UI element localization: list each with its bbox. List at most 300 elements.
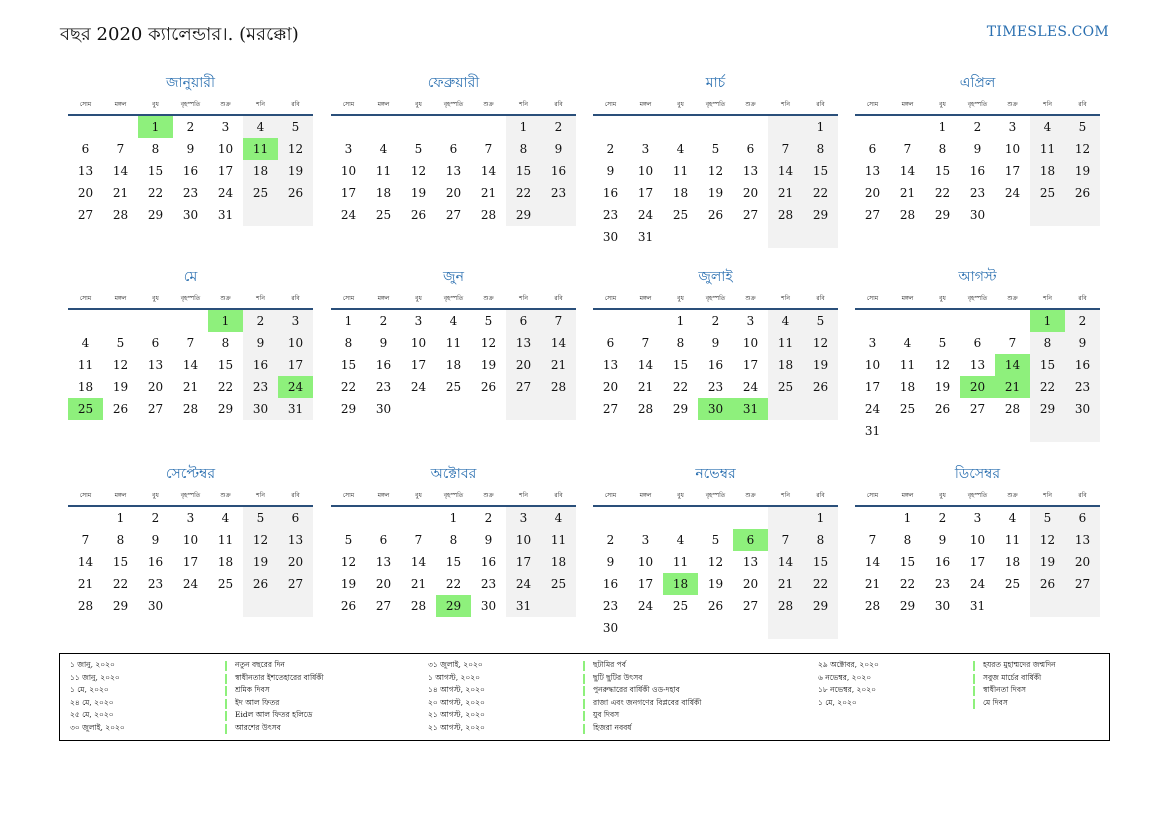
day-cell: 29 (147, 208, 164, 222)
day-cell: 26 (410, 208, 427, 222)
day-grid (68, 507, 313, 617)
day-cell: 2 (973, 120, 982, 134)
day-cell: 16 (602, 186, 619, 200)
day-cell: 1 (676, 314, 685, 328)
day-cell: 2 (606, 142, 615, 156)
day-cell: 26 (1030, 573, 1065, 595)
empty-cell (366, 116, 401, 138)
weekday-label: বৃহস্পতি (180, 101, 201, 108)
legend-holiday-name: পুনরুদ্ধারের বার্ষিকী ওড-দহাব (593, 685, 680, 695)
legend-marker (583, 661, 585, 671)
day-cell: 12 (1065, 138, 1100, 160)
day-cell: 30 (480, 599, 497, 613)
empty-cell (506, 398, 541, 420)
day-cell: 4 (1030, 116, 1065, 138)
weekday-label: রবি (291, 492, 300, 499)
month-block (855, 72, 1100, 226)
legend-marker (583, 674, 585, 684)
legend-date: ১ মে, ২০২০ (70, 685, 109, 695)
weekday-label: রবি (1078, 295, 1087, 302)
empty-cell (593, 310, 628, 332)
day-cell: 24 (410, 380, 427, 394)
day-cell: 26 (934, 402, 951, 416)
day-cell: 14 (768, 551, 803, 573)
legend-row (70, 698, 324, 711)
day-cell: 22 (1030, 376, 1065, 398)
weekday-header (593, 489, 838, 505)
day-cell: 2 (938, 511, 947, 525)
legend-marker (583, 686, 585, 696)
day-cell: 10 (637, 555, 654, 569)
day-cell: 6 (449, 142, 458, 156)
holiday-cell: 6 (733, 529, 768, 551)
legend-row (70, 685, 324, 698)
weekday-label: মঙ্গল (639, 101, 652, 108)
day-cell: 3 (414, 314, 423, 328)
day-cell: 4 (541, 507, 576, 529)
legend-holiday-name: ইদ আল ফিতর (235, 697, 280, 707)
weekday-label: শুক্র (483, 295, 494, 302)
empty-cell (278, 204, 313, 226)
day-cell: 18 (1030, 160, 1065, 182)
day-cell: 11 (672, 164, 689, 178)
weekday-label: রবি (554, 492, 563, 499)
weekday-label: শুক্র (483, 101, 494, 108)
day-cell: 26 (340, 599, 357, 613)
weekday-label: মঙ্গল (639, 295, 652, 302)
weekday-label: মঙ্গল (901, 295, 914, 302)
day-cell: 30 (182, 208, 199, 222)
weekday-label: রবি (816, 492, 825, 499)
day-cell: 24 (182, 577, 199, 591)
empty-cell (1030, 204, 1065, 226)
day-cell: 11 (672, 555, 689, 569)
legend-holiday-name: নতুন বছরের দিন (235, 660, 285, 670)
day-cell: 24 (742, 380, 759, 394)
day-cell: 18 (217, 555, 234, 569)
day-cell: 29 (217, 402, 234, 416)
day-grid (331, 507, 576, 617)
day-cell: 6 (868, 142, 877, 156)
day-cell: 18 (672, 186, 689, 200)
day-cell: 19 (340, 577, 357, 591)
day-cell: 20 (864, 186, 881, 200)
day-cell: 3 (278, 310, 313, 332)
day-cell: 13 (742, 164, 759, 178)
day-cell: 28 (77, 599, 94, 613)
site-link[interactable]: TIMESLES.COM (986, 24, 1109, 40)
day-cell: 13 (602, 358, 619, 372)
empty-cell (855, 310, 890, 332)
day-cell: 22 (147, 186, 164, 200)
legend-marker (225, 661, 227, 671)
day-cell: 18 (375, 186, 392, 200)
day-cell: 23 (969, 186, 986, 200)
day-cell: 7 (186, 336, 195, 350)
day-cell: 27 (278, 573, 313, 595)
weekday-label: বুধ (415, 295, 422, 302)
day-cell: 25 (672, 208, 689, 222)
day-cell: 16 (182, 164, 199, 178)
day-cell: 3 (973, 511, 982, 525)
weekday-header (331, 292, 576, 308)
day-cell: 5 (1065, 116, 1100, 138)
day-cell: 3 (868, 336, 877, 350)
day-cell: 27 (864, 208, 881, 222)
legend-row (428, 723, 701, 736)
day-grid (68, 310, 313, 420)
day-cell: 25 (375, 208, 392, 222)
day-cell: 21 (768, 182, 803, 204)
day-cell: 6 (1065, 507, 1100, 529)
day-cell: 26 (707, 208, 724, 222)
day-cell: 11 (1030, 138, 1065, 160)
day-cell: 22 (672, 380, 689, 394)
day-cell: 4 (449, 314, 458, 328)
weekday-header (855, 292, 1100, 308)
day-cell: 13 (1065, 529, 1100, 551)
day-cell: 30 (969, 208, 986, 222)
day-cell: 10 (340, 164, 357, 178)
legend-date: ২৪ মে, ২০২০ (70, 697, 114, 707)
empty-cell (890, 116, 925, 138)
month-block (331, 72, 576, 226)
weekday-label: বৃহস্পতি (705, 101, 726, 108)
day-cell: 8 (1030, 332, 1065, 354)
day-cell: 20 (77, 186, 94, 200)
day-cell: 7 (541, 310, 576, 332)
day-cell: 25 (243, 182, 278, 204)
day-cell: 28 (541, 376, 576, 398)
weekday-label: শুক্র (220, 101, 231, 108)
legend-column (818, 660, 1056, 710)
holiday-cell: 18 (663, 573, 698, 595)
day-cell: 28 (768, 204, 803, 226)
legend-marker (583, 724, 585, 734)
day-cell: 1 (344, 314, 353, 328)
day-cell: 25 (445, 380, 462, 394)
empty-cell (103, 310, 138, 332)
legend-date: ৩১ জুলাই, ২০২০ (428, 660, 483, 670)
empty-cell (733, 507, 768, 529)
day-cell: 19 (1030, 551, 1065, 573)
day-cell: 11 (77, 358, 94, 372)
month-block (68, 463, 313, 617)
day-cell: 3 (506, 507, 541, 529)
legend-holiday-name: আরশের উৎসব (235, 722, 281, 732)
day-cell: 15 (340, 358, 357, 372)
empty-cell (1030, 595, 1065, 617)
empty-cell (960, 310, 995, 332)
day-cell: 11 (445, 336, 462, 350)
day-cell: 1 (938, 120, 947, 134)
empty-cell (1030, 420, 1065, 442)
legend-marker (973, 674, 975, 684)
day-cell: 19 (243, 551, 278, 573)
weekday-label: বুধ (152, 101, 159, 108)
day-cell: 8 (938, 142, 947, 156)
weekday-label: শনি (781, 492, 790, 499)
legend-marker (225, 711, 227, 721)
empty-cell (663, 116, 698, 138)
day-cell: 24 (637, 208, 654, 222)
weekday-label: বৃহস্পতি (443, 101, 464, 108)
weekday-label: বুধ (939, 101, 946, 108)
day-cell: 25 (217, 577, 234, 591)
day-cell: 15 (1030, 354, 1065, 376)
month-name: মার্চ (705, 75, 726, 91)
weekday-header (331, 98, 576, 114)
day-cell: 20 (602, 380, 619, 394)
legend-marker (225, 686, 227, 696)
day-cell: 12 (1030, 529, 1065, 551)
day-cell: 2 (151, 511, 160, 525)
month-name: নভেম্বর (695, 466, 736, 482)
day-cell: 22 (340, 380, 357, 394)
weekday-label: বুধ (677, 492, 684, 499)
day-cell: 23 (375, 380, 392, 394)
empty-cell (855, 507, 890, 529)
month-block (331, 266, 576, 420)
weekday-label: মঙ্গল (901, 101, 914, 108)
month-name: জানুয়ারী (166, 75, 215, 91)
day-cell: 4 (243, 116, 278, 138)
day-cell: 2 (606, 533, 615, 547)
legend-date: ১৮ নভেম্বর, ২০২০ (818, 685, 877, 695)
day-cell: 21 (182, 380, 199, 394)
day-cell: 21 (77, 577, 94, 591)
day-cell: 15 (934, 164, 951, 178)
empty-cell (401, 116, 436, 138)
day-cell: 18 (1004, 555, 1021, 569)
day-cell: 10 (864, 358, 881, 372)
day-cell: 23 (707, 380, 724, 394)
day-grid (855, 507, 1100, 617)
day-cell: 24 (864, 402, 881, 416)
weekday-label: বুধ (677, 295, 684, 302)
day-cell: 6 (278, 507, 313, 529)
legend-holiday-name: স্বাধীনতার ইশতেহারের বার্ষিকী (235, 672, 324, 682)
day-cell: 28 (480, 208, 497, 222)
day-cell: 24 (1004, 186, 1021, 200)
day-cell: 26 (1065, 182, 1100, 204)
empty-cell (628, 116, 663, 138)
day-cell: 27 (147, 402, 164, 416)
day-cell: 5 (711, 142, 720, 156)
weekday-header (68, 489, 313, 505)
day-cell: 15 (803, 551, 838, 573)
day-cell: 18 (768, 354, 803, 376)
day-cell: 20 (278, 551, 313, 573)
month-name: সেপ্টেম্বর (165, 466, 216, 482)
weekday-label: সোম (342, 101, 355, 108)
holiday-cell: 31 (733, 398, 768, 420)
day-cell: 3 (1008, 120, 1017, 134)
weekday-label: শনি (1043, 295, 1052, 302)
holiday-cell: 21 (995, 376, 1030, 398)
day-cell: 15 (217, 358, 234, 372)
legend-holiday-name: সবুজ মার্চের বার্ষিকী (983, 672, 1042, 682)
day-cell: 5 (414, 142, 423, 156)
day-cell: 14 (864, 555, 881, 569)
day-cell: 25 (672, 599, 689, 613)
day-cell: 27 (742, 599, 759, 613)
day-cell: 30 (243, 398, 278, 420)
legend-holiday-name: রাজা এবং জনগণের বিপ্লবের বার্ষিকী (593, 697, 702, 707)
legend-date: ১ জানু, ২০২০ (70, 660, 115, 670)
day-cell: 21 (112, 186, 129, 200)
legend-row (70, 723, 324, 736)
weekday-label: রবি (291, 101, 300, 108)
weekday-header (68, 98, 313, 114)
weekday-label: মঙ্গল (114, 492, 127, 499)
day-cell: 8 (221, 336, 230, 350)
weekday-label: শুক্র (1007, 492, 1018, 499)
weekday-label: সোম (79, 492, 92, 499)
day-cell: 8 (803, 138, 838, 160)
weekday-label: সোম (866, 101, 879, 108)
day-cell: 4 (379, 142, 388, 156)
day-cell: 25 (1030, 182, 1065, 204)
day-cell: 6 (973, 336, 982, 350)
day-cell: 23 (602, 599, 619, 613)
weekday-label: মঙ্গল (639, 492, 652, 499)
day-cell: 15 (803, 160, 838, 182)
day-cell: 31 (969, 599, 986, 613)
day-cell: 29 (934, 208, 951, 222)
weekday-label: মঙ্গল (377, 295, 390, 302)
holiday-cell: 11 (243, 138, 278, 160)
day-cell: 28 (112, 208, 129, 222)
weekday-label: সোম (866, 492, 879, 499)
day-cell: 30 (375, 402, 392, 416)
day-cell: 8 (151, 142, 160, 156)
day-cell: 7 (903, 142, 912, 156)
day-cell: 6 (506, 310, 541, 332)
day-cell: 19 (1065, 160, 1100, 182)
day-cell: 16 (1065, 354, 1100, 376)
weekday-label: শুক্র (220, 492, 231, 499)
day-cell: 22 (506, 182, 541, 204)
day-cell: 18 (243, 160, 278, 182)
day-cell: 9 (379, 336, 388, 350)
day-cell: 13 (969, 358, 986, 372)
day-cell: 5 (711, 533, 720, 547)
day-cell: 11 (768, 332, 803, 354)
day-cell: 17 (182, 555, 199, 569)
day-cell: 29 (340, 402, 357, 416)
day-cell: 19 (803, 354, 838, 376)
legend-row (428, 710, 701, 723)
day-cell: 29 (803, 204, 838, 226)
day-cell: 30 (1065, 398, 1100, 420)
empty-cell (768, 116, 803, 138)
weekday-label: রবি (291, 295, 300, 302)
day-grid (593, 507, 838, 639)
day-cell: 31 (506, 595, 541, 617)
weekday-label: শুক্র (745, 101, 756, 108)
day-cell: 26 (112, 402, 129, 416)
weekday-label: শনি (519, 101, 528, 108)
empty-cell (331, 507, 366, 529)
day-cell: 27 (375, 599, 392, 613)
day-cell: 25 (899, 402, 916, 416)
day-cell: 5 (243, 507, 278, 529)
day-cell: 25 (768, 376, 803, 398)
day-cell: 1 (506, 116, 541, 138)
legend-marker (973, 661, 975, 671)
holiday-cell: 29 (436, 595, 471, 617)
weekday-label: বৃহস্পতি (967, 492, 988, 499)
weekday-label: শুক্র (1007, 101, 1018, 108)
day-cell: 9 (606, 555, 615, 569)
day-cell: 10 (278, 332, 313, 354)
month-name: ডিসেম্বর (954, 466, 1001, 482)
day-cell: 27 (742, 208, 759, 222)
holiday-legend (59, 653, 1110, 741)
day-cell: 20 (742, 577, 759, 591)
empty-cell (401, 507, 436, 529)
day-cell: 12 (707, 164, 724, 178)
weekday-label: বুধ (152, 295, 159, 302)
day-cell: 7 (768, 529, 803, 551)
day-grid (68, 116, 313, 226)
day-cell: 14 (768, 160, 803, 182)
day-cell: 13 (742, 555, 759, 569)
empty-cell (103, 116, 138, 138)
day-cell: 11 (1004, 533, 1021, 547)
day-cell: 12 (278, 138, 313, 160)
legend-row (428, 698, 701, 711)
day-cell: 14 (637, 358, 654, 372)
day-cell: 1 (449, 511, 458, 525)
weekday-label: বুধ (415, 492, 422, 499)
legend-date: ২৫ মে, ২০২০ (70, 710, 114, 720)
empty-cell (768, 398, 803, 420)
month-block (68, 266, 313, 420)
day-cell: 23 (147, 577, 164, 591)
weekday-label: শনি (256, 101, 265, 108)
day-grid (855, 116, 1100, 226)
legend-date: ২১ আগস্ট, ২০২০ (428, 710, 485, 720)
day-cell: 17 (864, 380, 881, 394)
weekday-label: শুক্র (483, 492, 494, 499)
day-cell: 14 (541, 332, 576, 354)
day-grid (593, 310, 838, 420)
legend-row (428, 660, 701, 673)
day-cell: 17 (969, 555, 986, 569)
day-cell: 23 (934, 577, 951, 591)
weekday-label: রবি (554, 295, 563, 302)
weekday-header (593, 292, 838, 308)
weekday-label: সোম (342, 295, 355, 302)
empty-cell (331, 116, 366, 138)
day-cell: 21 (899, 186, 916, 200)
day-cell: 22 (445, 577, 462, 591)
day-cell: 20 (445, 186, 462, 200)
month-name: অক্টোবর (430, 466, 477, 482)
empty-cell (243, 595, 278, 617)
day-cell: 12 (112, 358, 129, 372)
legend-marker (225, 724, 227, 734)
day-cell: 16 (707, 358, 724, 372)
day-cell: 7 (484, 142, 493, 156)
day-cell: 5 (1030, 507, 1065, 529)
day-cell: 28 (637, 402, 654, 416)
day-cell: 17 (1004, 164, 1021, 178)
legend-date: ৩০ জুলাই, ২০২০ (70, 722, 125, 732)
day-cell: 9 (1065, 332, 1100, 354)
